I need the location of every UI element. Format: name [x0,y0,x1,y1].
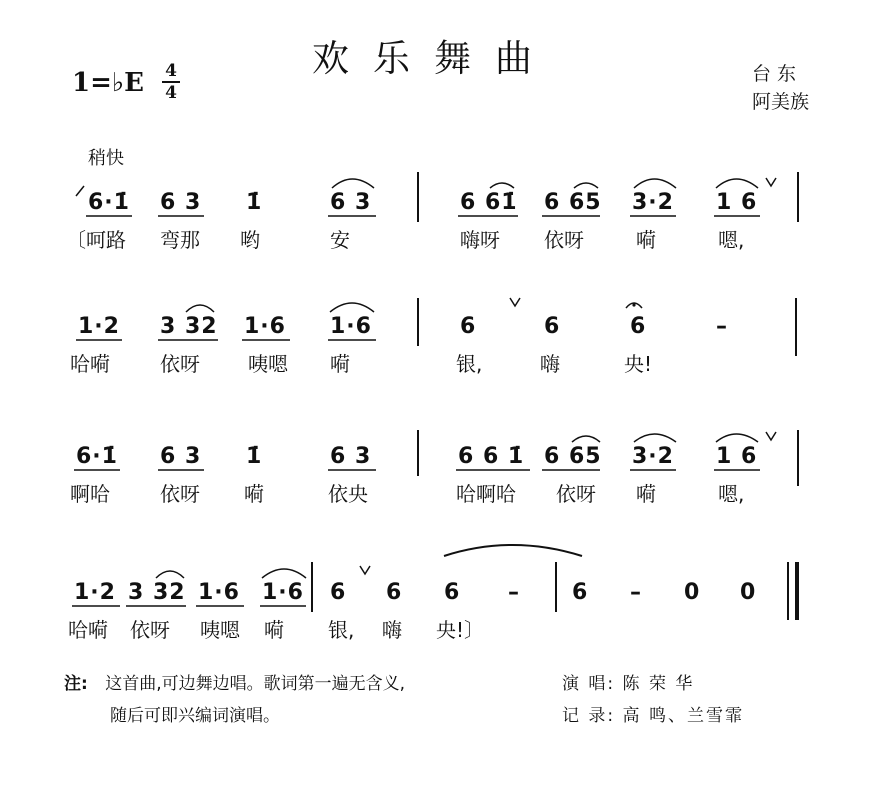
lyric: 嗬 [330,352,350,376]
note-group: 6 [544,314,561,339]
breath-mark [766,178,776,186]
note-group: 0 [684,580,701,605]
breath-mark [766,432,776,440]
note-group: 6 6 1̇ [458,444,525,469]
note-group: 6 [572,580,589,605]
footnote-label: 注: [64,674,88,694]
lyric: 嗨呀 [460,228,500,252]
slur [186,305,214,312]
note-group: 3·2 [632,444,674,469]
note-group: 6 [444,580,461,605]
note-group: – [508,580,520,605]
note-group: 6 [460,314,477,339]
note-group: 1·6 [198,580,240,605]
note-group: 3·2 [632,190,674,215]
slur [574,183,598,188]
tie [444,545,582,556]
slur [490,183,514,188]
time-signature-top: 4 [165,61,177,81]
footnote-line-2: 随后可即兴编词演唱。 [110,706,280,726]
slur [330,303,374,312]
note-group: 6·1̇ [88,190,130,215]
lyric: 嗬 [636,228,656,252]
fermata-dot [632,303,635,306]
lyric: 哈嗬 [68,618,108,642]
lyric: 依呀 [160,482,200,506]
tempo-marking: 稍快 [88,148,124,169]
note-group: 6 [630,314,647,339]
note-group: 1 6 [716,190,758,215]
note-group: 6 3 [330,444,372,469]
breath-mark [360,566,370,574]
lyric: 依央 [328,482,368,506]
lyric: 依呀 [544,228,584,252]
slur [262,569,306,578]
origin-region: 台 东 [752,63,797,85]
note-group: 6 [330,580,347,605]
breath-mark [510,298,520,306]
note-group: 1·2 [78,314,120,339]
note-group: 6 65 [544,444,602,469]
note-group: 6 3 [330,190,372,215]
song-title: 欢乐舞曲 [312,37,556,80]
lyric: 哟 [240,228,260,252]
slur [332,179,374,188]
lyric: 银, [456,352,483,376]
time-signature-bottom: 4 [165,83,177,103]
note-group: 1 6 [716,444,758,469]
lyric: 嗯, [718,482,745,506]
lyric: 安 [330,228,350,252]
note-group: 6 61̇ [460,190,518,215]
note-group: 1̇ [246,444,263,469]
lyric: 依呀 [556,482,596,506]
note-group: – [716,314,728,339]
lyric: 嗯, [718,228,745,252]
lyric: 依呀 [130,618,170,642]
lyric: 弯那 [160,228,200,252]
note-group: – [630,580,642,605]
lyric: 银, [328,618,355,642]
note-group: 3 32 [128,580,186,605]
start-mark [76,186,84,196]
lyric: 啊哈 [70,482,110,506]
lyric: 嗬 [264,618,284,642]
lyric: 嗬 [244,482,264,506]
slur [156,571,184,578]
lyric: 哈啊哈 [456,482,516,506]
lyric: 咦嗯 [200,618,240,642]
origin-people: 阿美族 [752,91,810,113]
lyric: 央! [624,352,653,376]
singer-name: 陈 荣 华 [622,674,695,694]
slur [634,179,676,188]
key-signature: 1=♭E [72,68,144,98]
note-group: 6 3 [160,444,202,469]
note-group: 1·2 [74,580,116,605]
note-group: 6 3 [160,190,202,215]
note-group: 6 65 [544,190,602,215]
slur [634,434,676,442]
lyric: 嗨 [382,618,402,642]
note-group: 3 32 [160,314,218,339]
note-group: 6·1̇ [76,444,118,469]
note-group: 6 [386,580,403,605]
recorder-name: 高 鸣、兰雪霏 [622,706,744,726]
lyric: 〔呵路 [66,228,126,252]
lyric: 嗬 [636,482,656,506]
note-group: 1·6 [244,314,286,339]
lyric: 央!〕 [436,618,485,642]
note-group: 0 [740,580,757,605]
note-group: 1·6 [262,580,304,605]
lyric: 依呀 [160,352,200,376]
slur [716,434,758,442]
slur [572,436,600,442]
slur [716,179,758,188]
note-group: 1·6 [330,314,372,339]
lyric: 嗨 [540,352,560,376]
lyric: 哈嗬 [70,352,110,376]
note-group: 1̇ [246,190,263,215]
lyric: 咦嗯 [248,352,288,376]
footnote-line-1: 这首曲,可边舞边唱。歌词第一遍无含义, [105,674,406,694]
recorder-label: 记 录: [562,706,616,726]
singer-label: 演 唱: [562,674,616,694]
